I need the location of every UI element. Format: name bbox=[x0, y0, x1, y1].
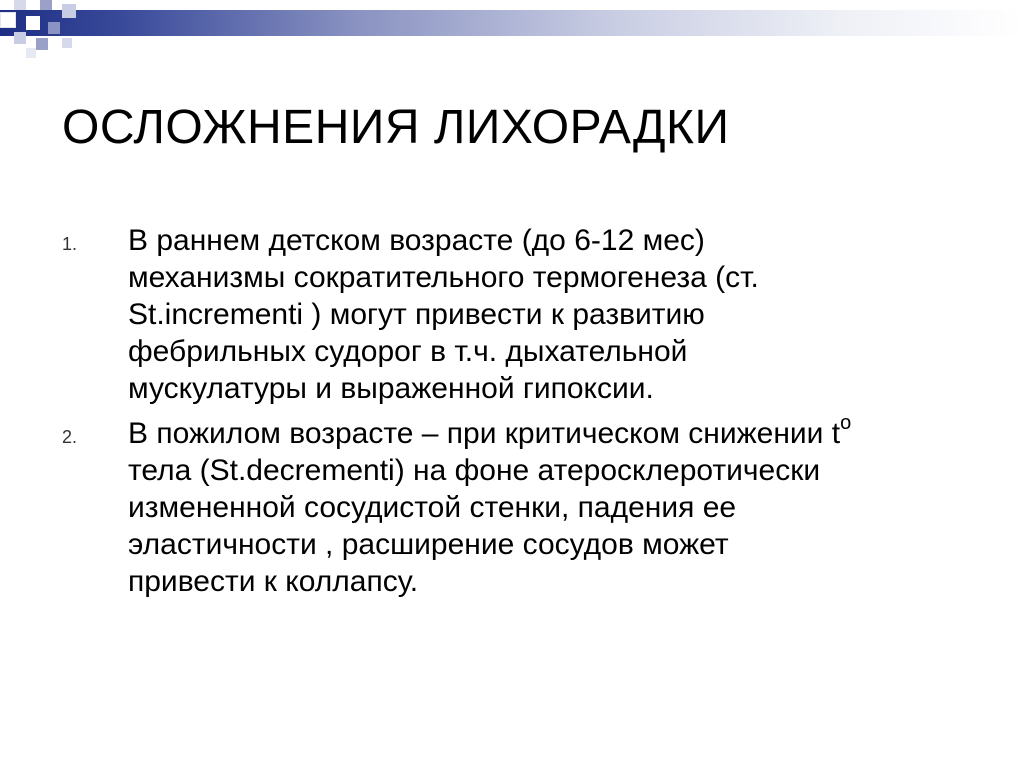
text-line bbox=[128, 412, 962, 452]
text-line: тела (St.decrementi) на фоне атеросклеротически bbox=[128, 454, 821, 487]
list-item bbox=[62, 412, 962, 600]
slide-title: ОСЛОЖНЕНИЯ ЛИХОРАДКИ bbox=[62, 101, 730, 154]
list-item-number: 2. bbox=[62, 427, 78, 447]
decor-square bbox=[14, 32, 26, 44]
decor-square bbox=[36, 38, 48, 50]
header-gradient-band bbox=[0, 10, 1024, 36]
decor-square bbox=[62, 4, 76, 18]
decor-square bbox=[26, 48, 36, 58]
degree-superscript: o bbox=[840, 412, 852, 434]
decor-square bbox=[40, 0, 52, 10]
text-line: привести к коллапсу. bbox=[128, 565, 419, 598]
text-line-main: В пожилом возрасте – при критическом снижении t bbox=[128, 417, 841, 450]
list-item bbox=[62, 222, 962, 407]
text-line: В раннем детском возрасте (до 6-12 мес) bbox=[128, 224, 705, 257]
decor-square bbox=[48, 22, 60, 34]
text-line: измененной сосудистой стенки, падения ее bbox=[128, 491, 737, 524]
text-line: фебрильных судорог в т.ч. дыхательной bbox=[128, 335, 688, 368]
text-line: эластичности , расширение сосудов может bbox=[128, 528, 729, 561]
list-item-number: 1. bbox=[62, 234, 78, 254]
decor-square bbox=[0, 12, 16, 28]
list-item-text bbox=[128, 412, 962, 600]
text-line: St.incrementi ) могут привести к развитию bbox=[128, 298, 705, 331]
decor-square bbox=[26, 16, 40, 30]
decor-square bbox=[62, 38, 72, 48]
numbered-list bbox=[62, 222, 962, 608]
text-line: мускулатуры и выраженной гипоксии. bbox=[128, 372, 654, 405]
decor-square bbox=[14, 0, 26, 10]
text-line: механизмы сократительного термогенеза (ст. bbox=[128, 261, 759, 294]
list-item-text bbox=[128, 222, 962, 407]
